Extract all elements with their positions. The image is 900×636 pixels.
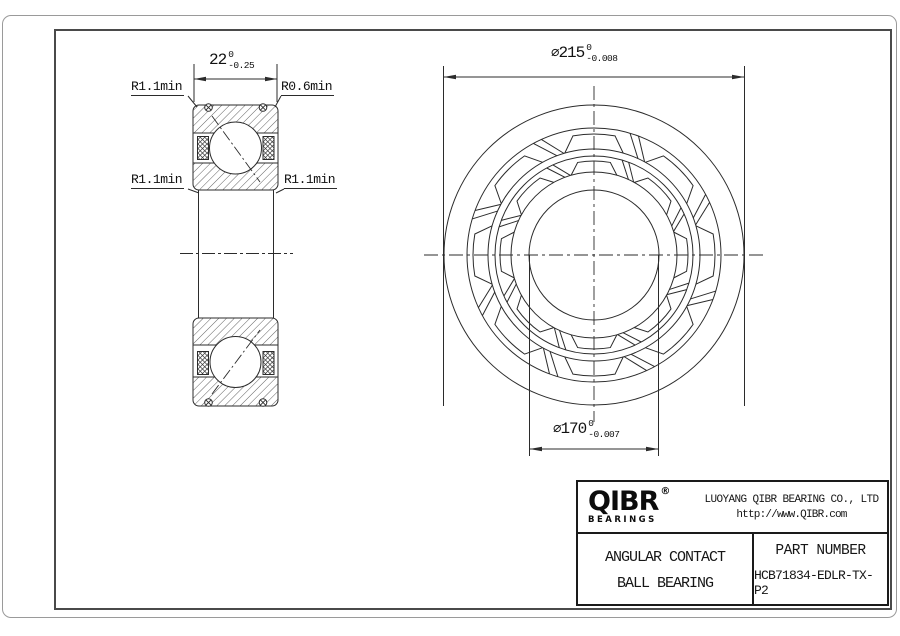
- company-name: LUOYANG QIBR BEARING CO., LTD: [704, 493, 879, 506]
- product-type-line1: ANGULAR CONTACT: [604, 548, 726, 566]
- dimension-value: 170: [560, 420, 587, 438]
- logo-text: QIBR: [588, 485, 659, 517]
- bore-dimension-text: [553, 418, 620, 441]
- arrowhead: [194, 77, 206, 81]
- logo-subtext: BEARINGS: [588, 515, 657, 526]
- od-dimension-text: [551, 42, 618, 65]
- diameter-symbol: ⌀: [553, 420, 561, 436]
- arrowhead: [265, 77, 277, 81]
- arrowhead: [646, 447, 659, 452]
- front-view: [424, 66, 764, 456]
- leader-line: [276, 189, 284, 193]
- rivet-icon: [259, 104, 267, 112]
- arrowhead: [732, 75, 745, 80]
- cage-section: [198, 352, 209, 375]
- leader-line: [188, 96, 197, 107]
- cage-section: [263, 137, 274, 160]
- diameter-symbol: ⌀: [551, 44, 559, 60]
- title-block: [576, 480, 889, 606]
- cage-section: [198, 137, 209, 160]
- dimension-value: 22: [209, 51, 227, 69]
- tolerance-lower: -0.008: [586, 52, 618, 64]
- radius-label-top-right: R0.6min: [281, 80, 334, 96]
- tolerance-lower: -0.007: [588, 428, 620, 440]
- cage-section: [263, 352, 274, 375]
- dimension-value: 215: [558, 44, 585, 62]
- title-block-header-row: [578, 482, 887, 534]
- product-type-cell: [578, 534, 754, 606]
- tolerance-upper: 0: [586, 42, 592, 53]
- title-block-detail-row: [578, 534, 887, 606]
- part-number-cell: [754, 534, 887, 606]
- radius-label-mid-left: R1.1min: [131, 173, 184, 189]
- radius-label-mid-right: R1.1min: [284, 173, 337, 189]
- company-info: [696, 482, 887, 532]
- tolerance-upper: 0: [588, 418, 594, 429]
- section-top-half: [193, 104, 278, 190]
- part-number-value: HCB71834-EDLR-TX-P2: [754, 567, 874, 598]
- rivet-icon: [259, 399, 267, 407]
- company-website: http://www.QIBR.com: [736, 508, 847, 521]
- registered-trademark-icon: ®: [660, 485, 670, 497]
- rivet-icon: [205, 399, 213, 407]
- leader-line: [275, 96, 281, 107]
- tolerance-upper: 0: [228, 49, 234, 60]
- section-bottom-half: [193, 318, 278, 406]
- company-logo: [578, 482, 696, 532]
- radius-label-top-left: R1.1min: [131, 80, 184, 96]
- section-view: [180, 64, 293, 406]
- rivet-icon: [205, 104, 213, 112]
- width-dimension-text: [209, 49, 255, 72]
- part-number-label: PART NUMBER: [775, 542, 866, 559]
- product-type-line2: BALL BEARING: [616, 574, 714, 592]
- arrowhead: [530, 447, 543, 452]
- arrowhead: [444, 75, 457, 80]
- tolerance-lower: -0.25: [228, 59, 255, 71]
